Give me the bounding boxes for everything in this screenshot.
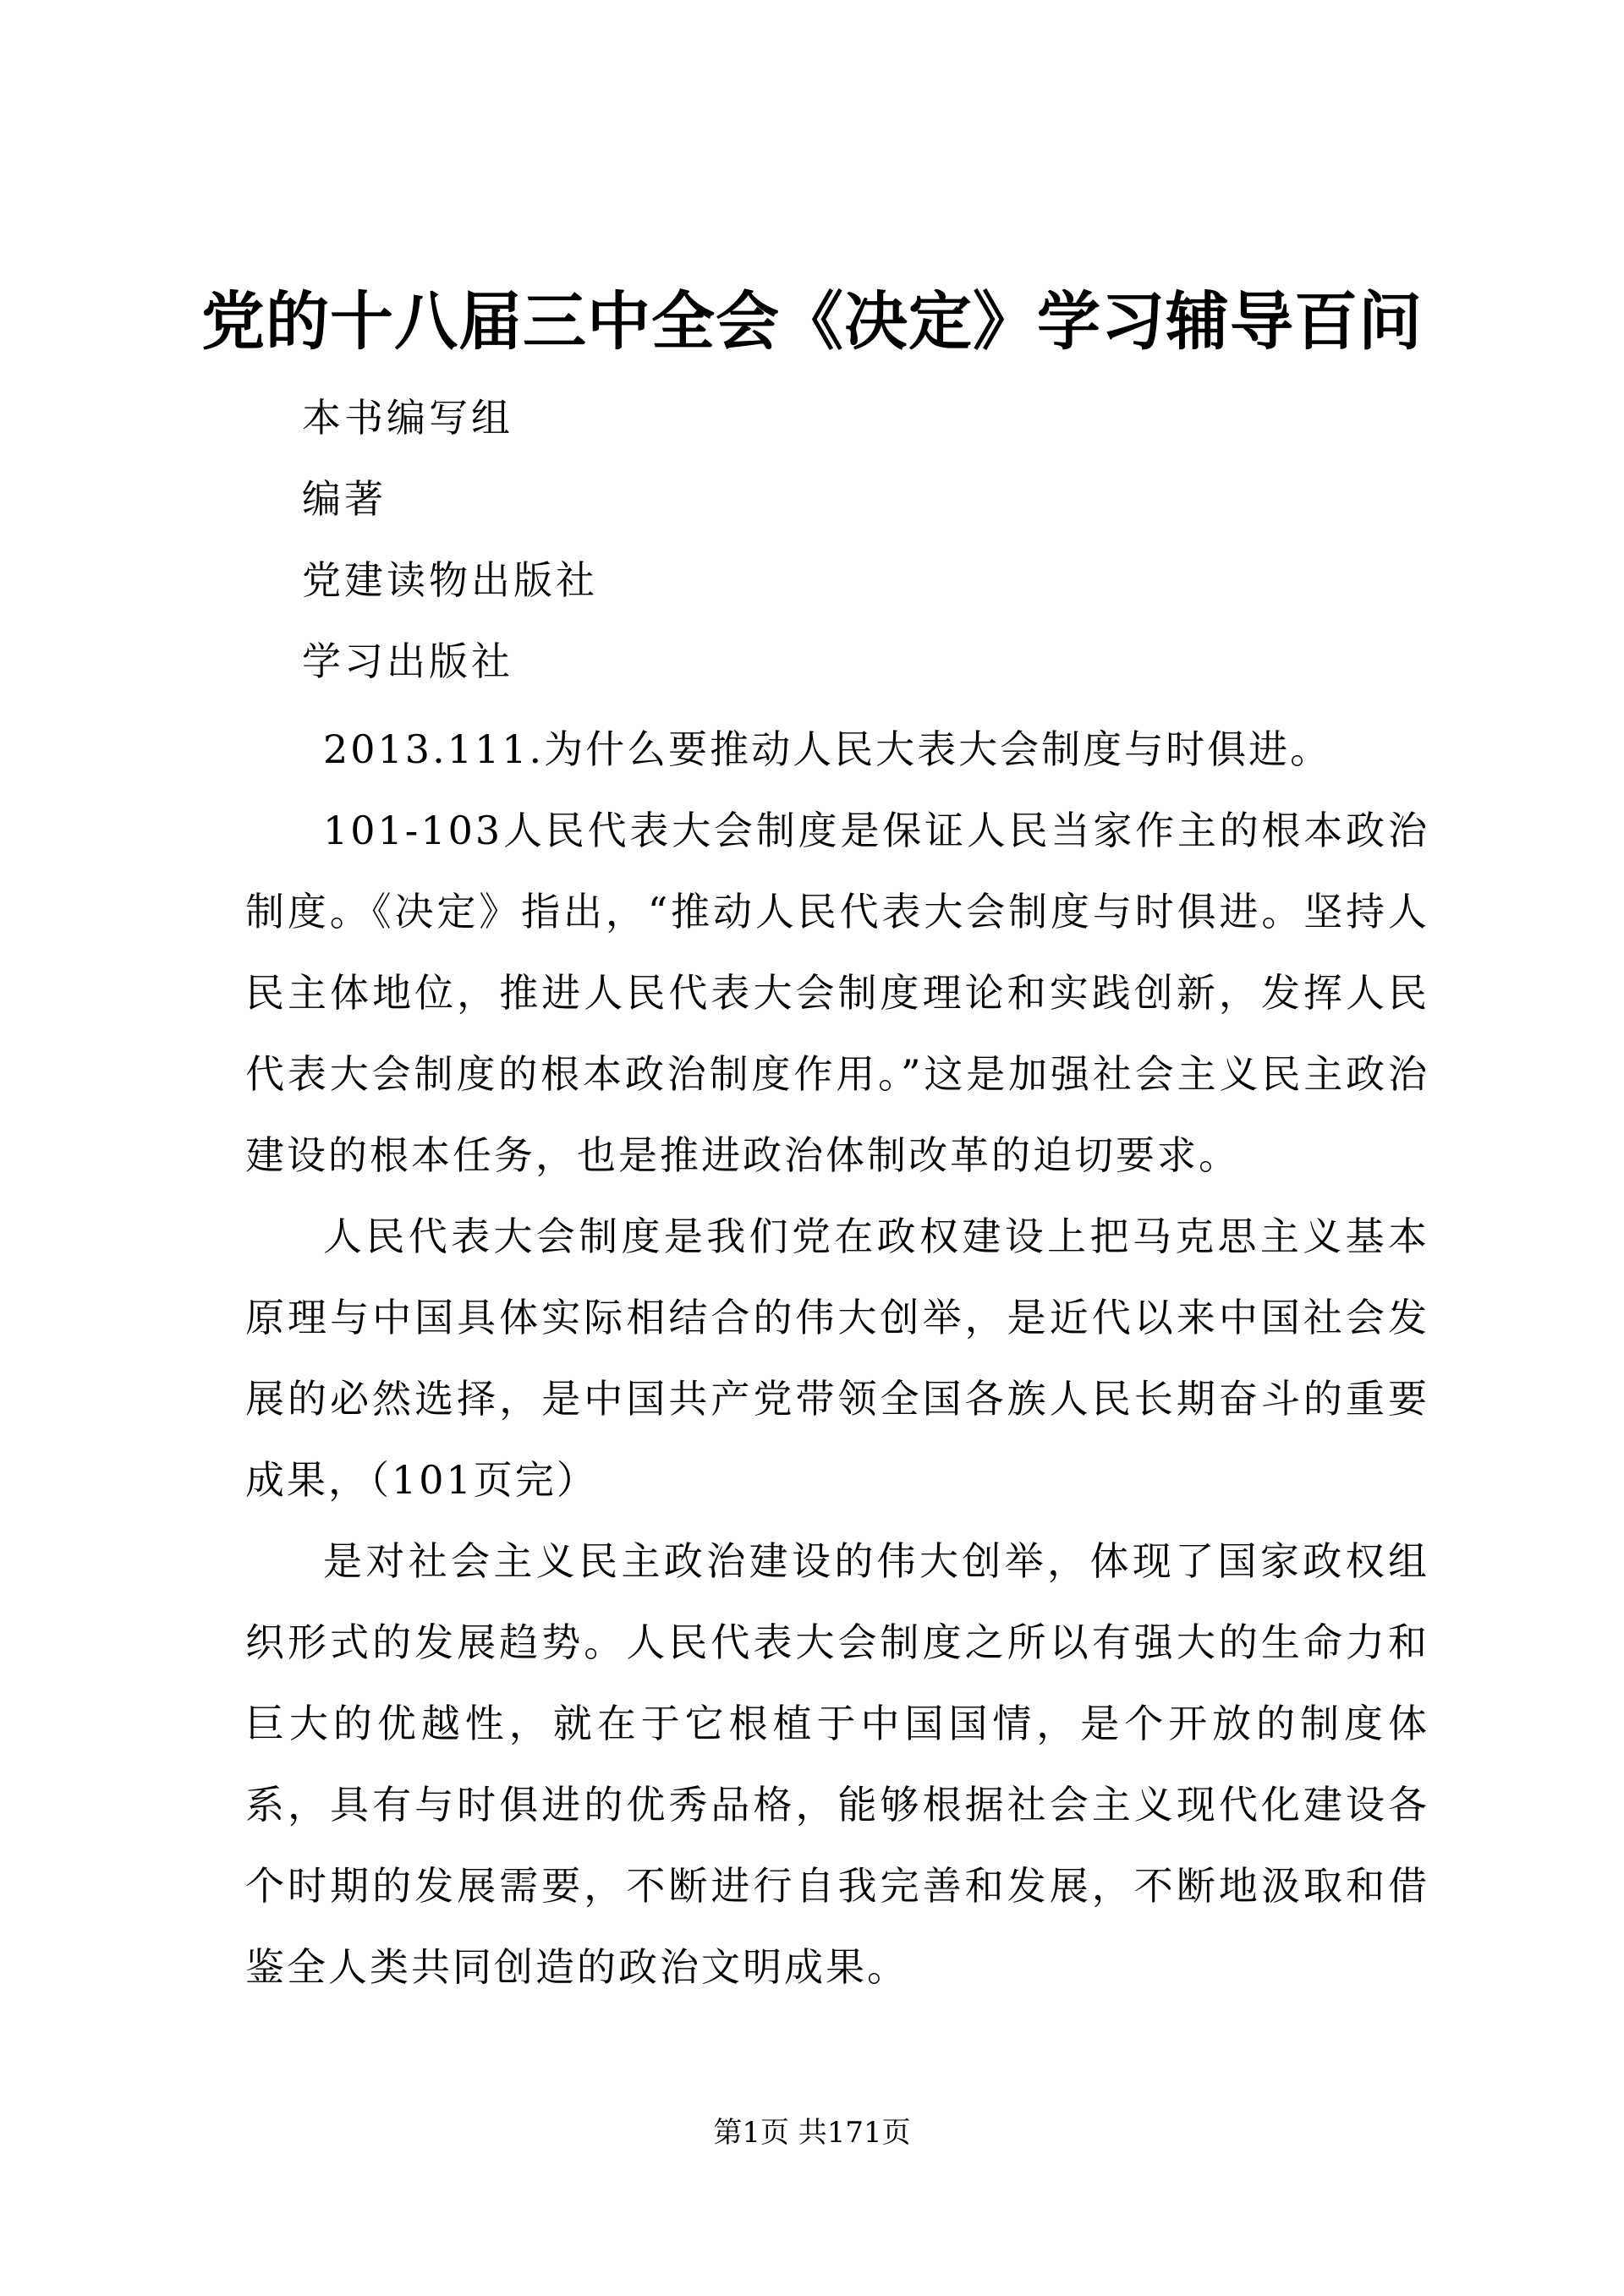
paragraph: 101-103人民代表大会制度是保证人民当家作主的根本政治制度。《决定》指出，“推动人民代表大会制度与时俱进。坚持人民主体地位，推进人民代表大会制度理论和实践创新，发挥人民代表大会制度的根本政治制度作用。”这是加强社会主义民主政治建设的根本任务，也是推进政治体制改革的迫切要求。 [245, 808, 1429, 1178]
publisher-2: 学习出版社 [302, 638, 513, 684]
author-role: 编著 [302, 476, 387, 522]
document-title: 党的十八届三中全会《决定》学习辅导百问 [200, 284, 1423, 359]
paragraph-question: 2013.111.为什么要推动人民大表大会制度与时俱进。 [323, 726, 1332, 772]
paragraph: 是对社会主义民主政治建设的伟大创举，体现了国家政权组织形式的发展趋势。人民代表大会制度之所以有强大的生命力和巨大的优越性，就在于它根植于中国国情，是个开放的制度体系，具有与时俱进的优秀品格，能够根据社会主义现代化建设各个时期的发展需要，不断进行自我完善和发展，不断地汲取和借鉴全人类共同创造的政治文明成果。 [245, 1538, 1429, 1990]
author-group: 本书编写组 [302, 395, 513, 441]
page-footer: 第1页 共171页 [713, 2116, 911, 2150]
document-body [245, 709, 1429, 2008]
paragraph: 人民代表大会制度是我们党在政权建设上把马克思主义基本原理与中国具体实际相结合的伟大创举，是近代以来中国社会发展的必然选择，是中国共产党带领全国各族人民长期奋斗的重要成果，（101页完） [245, 1214, 1429, 1503]
publisher-1: 党建读物出版社 [302, 557, 598, 603]
